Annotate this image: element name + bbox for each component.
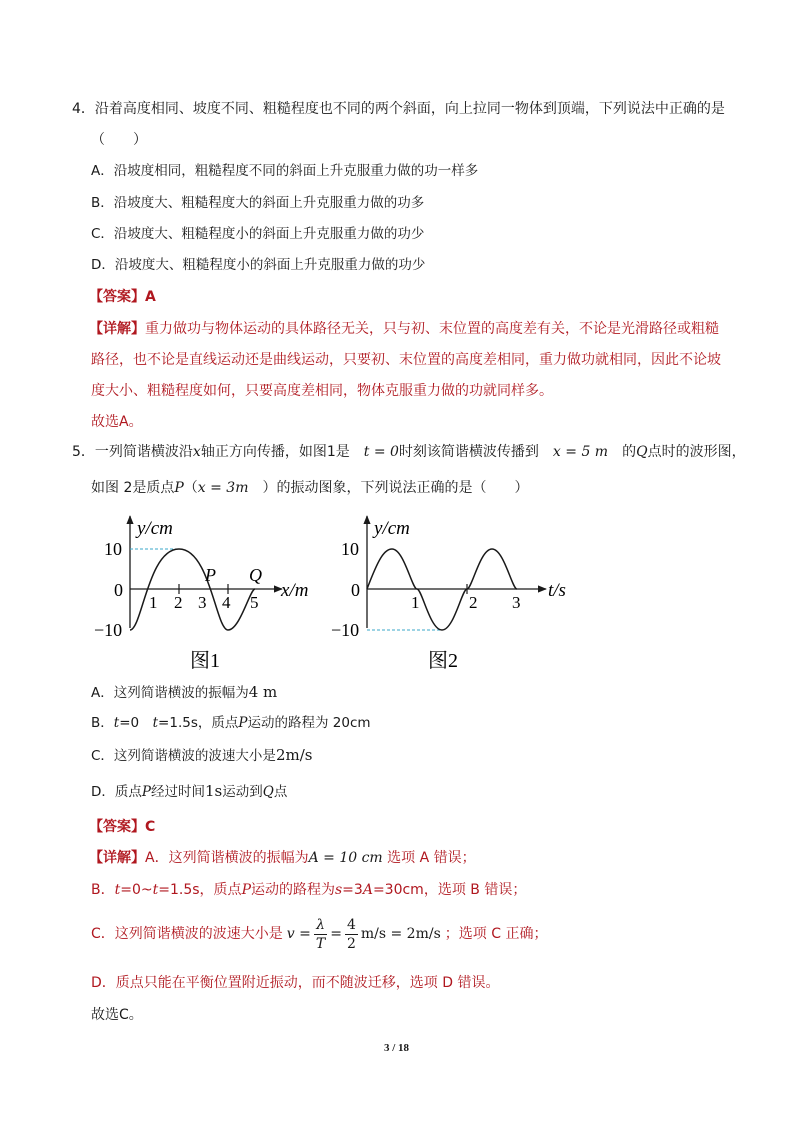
q5-stem-q: Q xyxy=(636,444,648,460)
fig1-point-q: Q xyxy=(249,565,262,585)
q5-stem2-p: P xyxy=(174,480,184,496)
q5-option-b-eq0: =0 xyxy=(119,715,153,731)
q5-detail-c-v: v = xyxy=(286,926,311,942)
q4-option-c: C．沿坡度大、粗糙程度小的斜面上升克服重力做的功少 xyxy=(91,226,425,242)
q5-detail-b xyxy=(91,881,526,899)
q5-stem-e: 点时的波形图， xyxy=(647,444,746,460)
q5-detail-label: 【详解】 xyxy=(89,850,145,866)
q5-detail-b-t0: t xyxy=(114,882,121,898)
figure-1 xyxy=(94,516,308,672)
q5-stem-b: 轴正方向传播，如图1是 xyxy=(200,444,350,460)
q4-detail-line3: 度大小、粗糙程度如何，只要高度差相同，物体克服重力做的功就同样多。 xyxy=(91,383,553,399)
q5-option-b-eq1: =1.5s，质点 xyxy=(158,715,239,731)
q4-conclusion: 故选A。 xyxy=(91,414,143,430)
fig2-xtick-3: 3 xyxy=(512,593,521,612)
fig1-xtick-4: 4 xyxy=(222,593,231,612)
q4-option-a: A．沿坡度相同，粗糙程度不同的斜面上升克服重力做的功一样多 xyxy=(91,163,479,179)
q5-option-d-value: 1s xyxy=(205,782,223,800)
fig2-xlabel: t/s xyxy=(548,580,566,601)
q5-option-a-text: A．这列简谐横波的振幅为 xyxy=(91,685,249,701)
q5-detail-b-a: A xyxy=(362,882,373,898)
q5-stem2-a: 如图 2是质点 xyxy=(91,480,175,496)
q5-answer xyxy=(89,818,155,836)
q5-detail-c-T: T xyxy=(315,935,326,952)
q5-detail-b-eq0: =0~ xyxy=(120,882,153,898)
fig1-ytick-neg10: −10 xyxy=(94,620,123,640)
fig1-xtick-5: 5 xyxy=(250,593,259,612)
q5-stem-a: 一列简谐横波沿 xyxy=(94,444,193,460)
q5-detail-b-prefix: B． xyxy=(91,882,115,898)
fig2-ylabel: y/cm xyxy=(374,518,410,539)
q5-stem2-c: ）的振动图象，下列说法正确的是（ ） xyxy=(262,480,529,496)
fig1-ytick-0: 0 xyxy=(114,580,123,600)
q5-detail-c-eq: = xyxy=(330,926,342,942)
q5-detail-c-lambda: λ xyxy=(314,916,327,935)
fig1-xtick-1: 1 xyxy=(149,593,158,612)
q5-stem-d: 的 xyxy=(622,444,637,460)
q5-option-d-mid: 经过时间 xyxy=(151,784,205,800)
q5-detail-b-s: s xyxy=(334,882,343,898)
wave-figures xyxy=(0,508,793,698)
q5-detail-c-tail: ；选项 C 正确； xyxy=(444,926,548,942)
q4-answer-label: 【答案】 xyxy=(89,289,145,305)
q5-detail-b-eq1: =1.5s，质点 xyxy=(158,882,242,898)
q5-option-d-tail: 点 xyxy=(273,784,288,800)
q5-conclusion: 故选C。 xyxy=(91,1007,143,1023)
q5-option-b-prefix: B． xyxy=(91,715,114,731)
q4-stem-text: 沿着高度相同、坡度不同、粗糙程度也不同的两个斜面，向上拉同一物体到顶端，下列说法中正确的是 xyxy=(94,101,725,117)
q5-option-c-value: 2m/s xyxy=(275,746,313,764)
q5-detail-b-eq3: =3 xyxy=(342,882,363,898)
fig1-ylabel: y/cm xyxy=(137,518,173,539)
q4-option-b: B．沿坡度大、粗糙程度大的斜面上升克服重力做的功多 xyxy=(91,195,425,211)
q5-option-b-t1: t xyxy=(152,715,159,731)
q5-option-d-q: Q xyxy=(262,784,274,800)
q5-option-b xyxy=(91,714,371,732)
fig2-ytick-neg10: −10 xyxy=(331,620,360,640)
q5-option-b-tail: 运动的路程为 20cm xyxy=(247,715,371,731)
fig2-ytick-0: 0 xyxy=(351,580,360,600)
q4-option-d: D．沿坡度大、粗糙程度小的斜面上升克服重力做的功少 xyxy=(91,257,426,273)
q5-stem-x5: x = 5 m xyxy=(552,444,609,460)
q5-detail-b-p: P xyxy=(241,882,251,898)
q5-stem-line2 xyxy=(91,479,529,497)
q4-answer-value: A xyxy=(145,289,156,305)
q5-option-d xyxy=(91,782,287,801)
q5-detail-c-frac1 xyxy=(314,916,327,953)
fig1-xtick-3: 3 xyxy=(198,593,207,612)
q5-detail-c-frac2 xyxy=(345,916,358,953)
q4-detail-label: 【详解】 xyxy=(89,321,145,337)
q4-number: 4． xyxy=(72,101,95,117)
fig2-xtick-1: 1 xyxy=(411,593,420,612)
q5-stem-line1 xyxy=(72,443,746,461)
q5-option-a xyxy=(91,683,277,702)
q5-option-a-value: 4 m xyxy=(248,683,278,701)
q4-detail-line2: 路径，也不论是直线运动还是曲线运动，只要初、末位置的高度差相同，重力做功就相同，因此不论坡 xyxy=(91,352,721,368)
q5-detail-d: D．质点只能在平衡位置附近振动，而不随波迁移，选项 D 错误。 xyxy=(91,975,500,991)
q5-option-d-p: P xyxy=(141,784,151,800)
q5-detail-c-4: 4 xyxy=(346,916,356,933)
q5-detail-b-mid: 运动的路程为 xyxy=(250,882,335,898)
q5-stem-c: 时刻该简谐横波传播到 xyxy=(398,444,539,460)
q5-detail-c-2: 2 xyxy=(346,935,356,952)
q5-stem-x: x xyxy=(192,444,201,460)
q4-detail-text1: 重力做功与物体运动的具体路径无关，只与初、末位置的高度差有关，不论是光滑路径或粗糙 xyxy=(145,321,719,337)
fig2-caption: 图2 xyxy=(428,650,458,672)
fig1-xlabel: x/m xyxy=(281,580,309,601)
q5-detail-a-tail: 选项 A 错误； xyxy=(382,850,476,866)
q5-answer-label: 【答案】 xyxy=(89,819,145,835)
q5-stem2-b: （ xyxy=(183,480,198,496)
fig2-xtick-2: 2 xyxy=(469,593,478,612)
q5-detail-c-text: C．这列简谐横波的波速大小是 xyxy=(91,926,283,942)
fig1-xtick-2: 2 xyxy=(174,593,183,612)
q5-number: 5． xyxy=(72,444,95,460)
fig2-ytick-10: 10 xyxy=(341,539,359,559)
q4-stem-line2: （ ） xyxy=(91,132,147,148)
q4-stem-line1 xyxy=(72,100,725,118)
page-number: 3 / 18 xyxy=(383,1042,410,1054)
q5-detail-c-result: m/s = 2m/s xyxy=(360,926,441,942)
figure-2 xyxy=(331,516,566,672)
q5-detail-a-text: A．这列简谐横波的振幅为 xyxy=(145,850,309,866)
fig1-ytick-10: 10 xyxy=(104,539,122,559)
q4-detail-line1 xyxy=(89,320,719,338)
q5-option-b-t0: t xyxy=(113,715,120,731)
q4-answer xyxy=(89,288,156,306)
q5-detail-b-t1: t xyxy=(152,882,159,898)
q5-option-b-p: P xyxy=(238,715,248,731)
q5-option-c-text: C．这列简谐横波的波速大小是 xyxy=(91,748,276,764)
q5-option-c xyxy=(91,746,312,765)
q5-detail-a-value: A = 10 cm xyxy=(308,850,383,866)
q5-option-d-prefix: D．质点 xyxy=(91,784,142,800)
q5-detail-b-tail: =30cm，选项 B 错误； xyxy=(372,882,527,898)
q5-answer-value: C xyxy=(145,819,156,835)
q5-stem-t0: t = 0 xyxy=(363,444,399,460)
q5-option-d-mid2: 运动到 xyxy=(222,784,263,800)
q5-detail-c xyxy=(91,914,547,954)
q5-detail-a xyxy=(89,849,476,867)
q5-stem2-x3: x = 3m xyxy=(197,480,249,496)
fig1-point-p: P xyxy=(205,565,216,585)
fig1-caption: 图1 xyxy=(190,650,220,672)
